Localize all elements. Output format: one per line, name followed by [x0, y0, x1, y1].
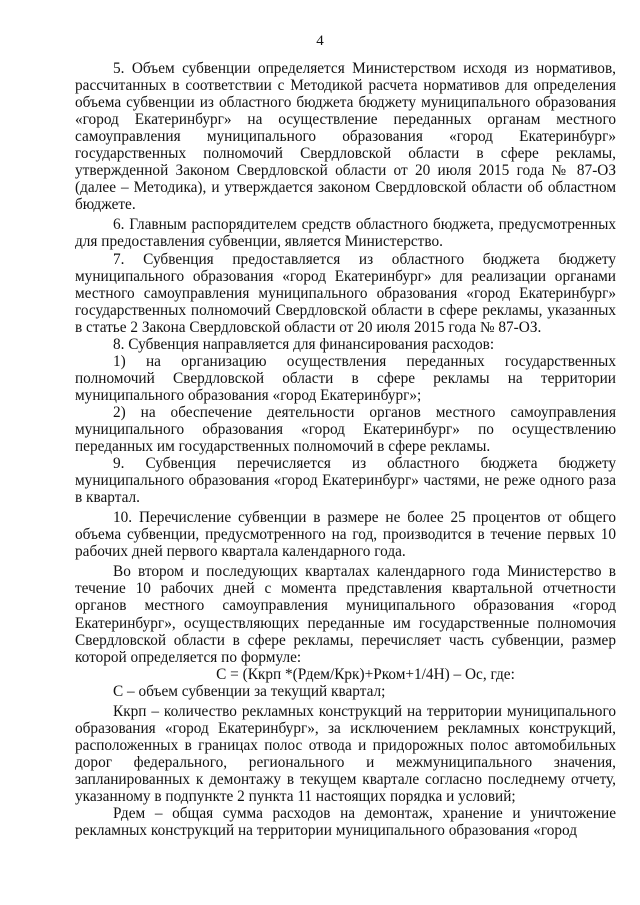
paragraph-8-financing-header: 8. Субвенция направляется для финансирования расходов: [113, 335, 495, 353]
paragraph-5-subvention-volume: 5. Объем субвенции определяется Министерством исходя из нормативов, рассчитанных в соответствии с Методикой расчета нормативов для определения объема субвенции из областного бюджета бюджету муниципального образования «город Екатеринбург» на осуществление переданных органам местного самоуправления муниципального образования «город Екатеринбург» государственных полномочий Свердловской области в сфере рекламы, утвержденной Законом Свердловской области от 20 июля 2015 года № 87-ОЗ (далее – Методика), и утверждается законом Свердловской области об областном бюджете. [75, 60, 616, 214]
definition-rdem: Рдем – общая сумма расходов на демонтаж, хранение и уничтожение рекламных конструкций на территории муниципального образования «город [75, 805, 616, 840]
paragraph-8-item-2: 2) на обеспечение деятельности органов местного самоуправления муниципального образования «город Екатеринбург» по осуществлению переданных им государственных полномочий в сфере рекламы. [75, 403, 616, 456]
paragraph-7-subvention-purpose: 7. Субвенция предоставляется из областного бюджета бюджету муниципального образования «город Екатеринбург» для реализации органами местного самоуправления муниципального образования «город Екатеринбург» государственных полномочий Свердловской области в сфере рекламы, указанных в статье 2 Закона Свердловской области от 20 июля 2015 года № 87-ОЗ. [75, 250, 616, 336]
paragraph-10-first-quarter: 10. Перечисление субвенции в размере не более 25 процентов от общего объема субвенции, предусмотренного на год, производится в течение первых 10 рабочих дней первого квартала календарного года. [75, 509, 616, 561]
definition-kkrp: Ккрп – количество рекламных конструкций на территории муниципального образования «город Екатеринбург», за исключением рекламных конструкций, расположенных в границах полос отвода и придорожных полос автомобильных дорог федерального, регионального и межмуниципального значения, запланированных к демонтажу в текущем квартале согласно последнему отчету, указанному в подпункте 2 пункта 11 настоящих порядка и условий; [75, 702, 616, 805]
paragraph-6-chief-administrator: 6. Главным распорядителем средств областного бюджета, предусмотренных для предоставления субвенции, является Министерство. [75, 216, 616, 251]
definition-c: С – объем субвенции за текущий квартал; [113, 682, 386, 700]
paragraph-subsequent-quarters: Во втором и последующих кварталах календарного года Министерство в течение 10 рабочих дней с момента представления квартальной отчетности органов местного самоуправления муниципального образования «город Екатеринбург», осуществляющих переданные им государственные полномочия Свердловской области в сфере рекламы, перечисляет часть субвенции, размер которой определяется по формуле: [75, 563, 616, 666]
page-number: 4 [316, 33, 324, 49]
paragraph-9-transfer-frequency: 9. Субвенция перечисляется из областного бюджета бюджету муниципального образования «город Екатеринбург» частями, не реже одного раза в квартал. [75, 455, 616, 507]
paragraph-8-item-1: 1) на организацию осуществления переданных государственных полномочий Свердловской области в сфере рекламы на территории муниципального образования «город Екатеринбург»; [75, 352, 616, 404]
subvention-formula: С = (Ккрп *(Рдем/Крк)+Рком+1/4Н) – Ос, где: [216, 665, 515, 683]
document-body [75, 60, 616, 839]
